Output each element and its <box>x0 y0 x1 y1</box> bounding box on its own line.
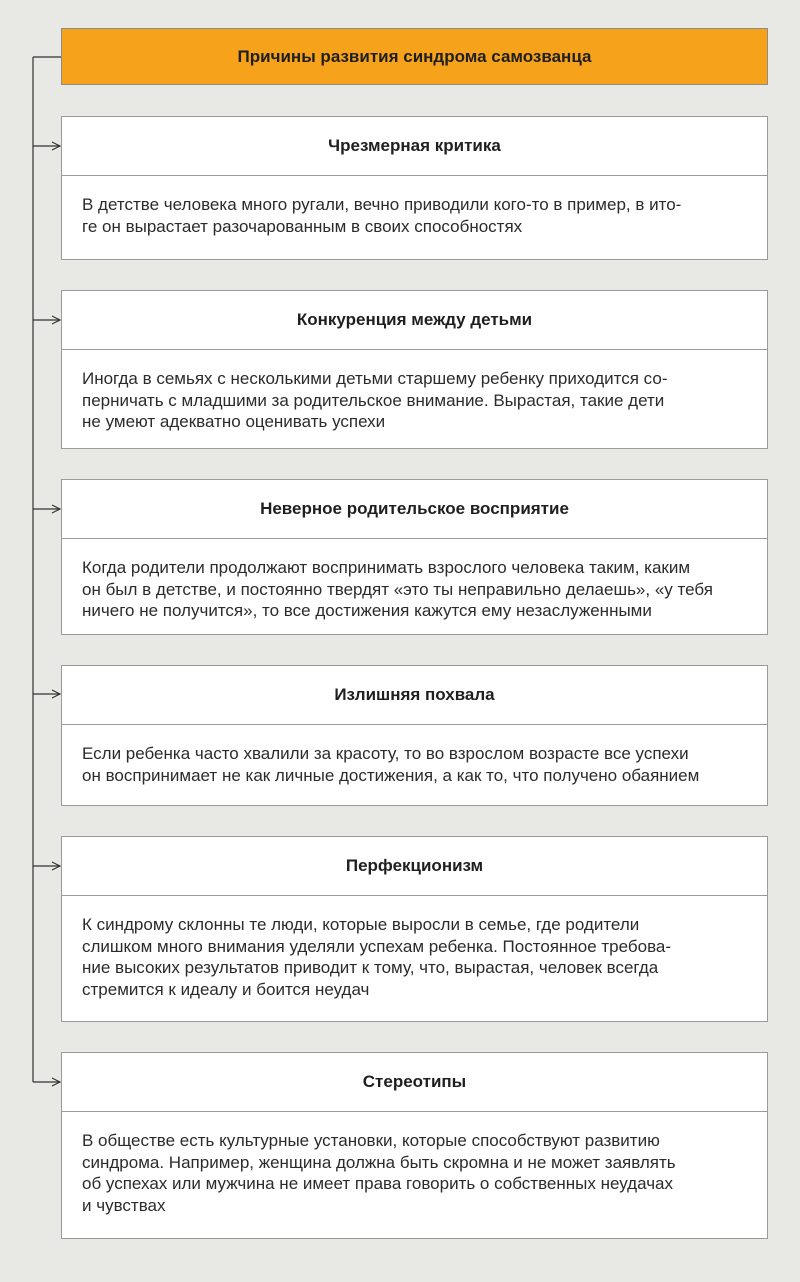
cause-title: Излишняя похвала <box>62 666 767 725</box>
cause-title: Неверное родительское восприятие <box>62 480 767 539</box>
cause-card-sibling-rivalry <box>61 290 768 449</box>
cause-description: К синдрому склонны те люди, которые выросли в семье, где родители слишком много внимания уделяли успехам ребенка. Постоянное требова- ние высоких результатов приводит к тому, что, вырастая, человек всегда стремится к идеалу и боится неудач <box>82 915 672 999</box>
cause-title: Чрезмерная критика <box>62 117 767 176</box>
cause-description: Иногда в семьях с несколькими детьми старшему ребенку приходится со- перничать с младшими за родительское внимание. Вырастая, такие дети не умеют адекватно оценивать успехи <box>82 369 668 431</box>
cause-card-stereotypes <box>61 1052 768 1239</box>
diagram-header <box>61 28 768 85</box>
cause-title: Перфекционизм <box>62 837 767 896</box>
cause-card-excessive-criticism <box>61 116 768 260</box>
cause-card-wrong-parental-perception <box>61 479 768 635</box>
cause-description: Когда родители продолжают воспринимать взрослого человека таким, каким он был в детстве, и постоянно твердят «это ты неправильно делаешь», «у тебя ничего не получится», то все достижения кажутся ему незаслуженными <box>82 558 713 620</box>
cause-description: В обществе есть культурные установки, которые способствуют развитию синдрома. Например, женщина должна быть скромна и не может заявлять об успехах или мужчина не имеет права говорить о собственных неудачах и чувствах <box>82 1131 676 1215</box>
diagram-header-title: Причины развития синдрома самозванца <box>237 46 592 66</box>
cause-card-perfectionism <box>61 836 768 1022</box>
cause-card-excessive-praise <box>61 665 768 806</box>
cause-title: Стереотипы <box>62 1053 767 1112</box>
cause-title: Конкуренция между детьми <box>62 291 767 350</box>
cause-description: Если ребенка часто хвалили за красоту, то во взрослом возрасте все успехи он воспринимает не как личные достижения, а как то, что получено обаянием <box>82 744 700 785</box>
cause-description: В детстве человека много ругали, вечно приводили кого-то в пример, в ито- ге он вырастает разочарованным в своих способностях <box>82 195 682 236</box>
